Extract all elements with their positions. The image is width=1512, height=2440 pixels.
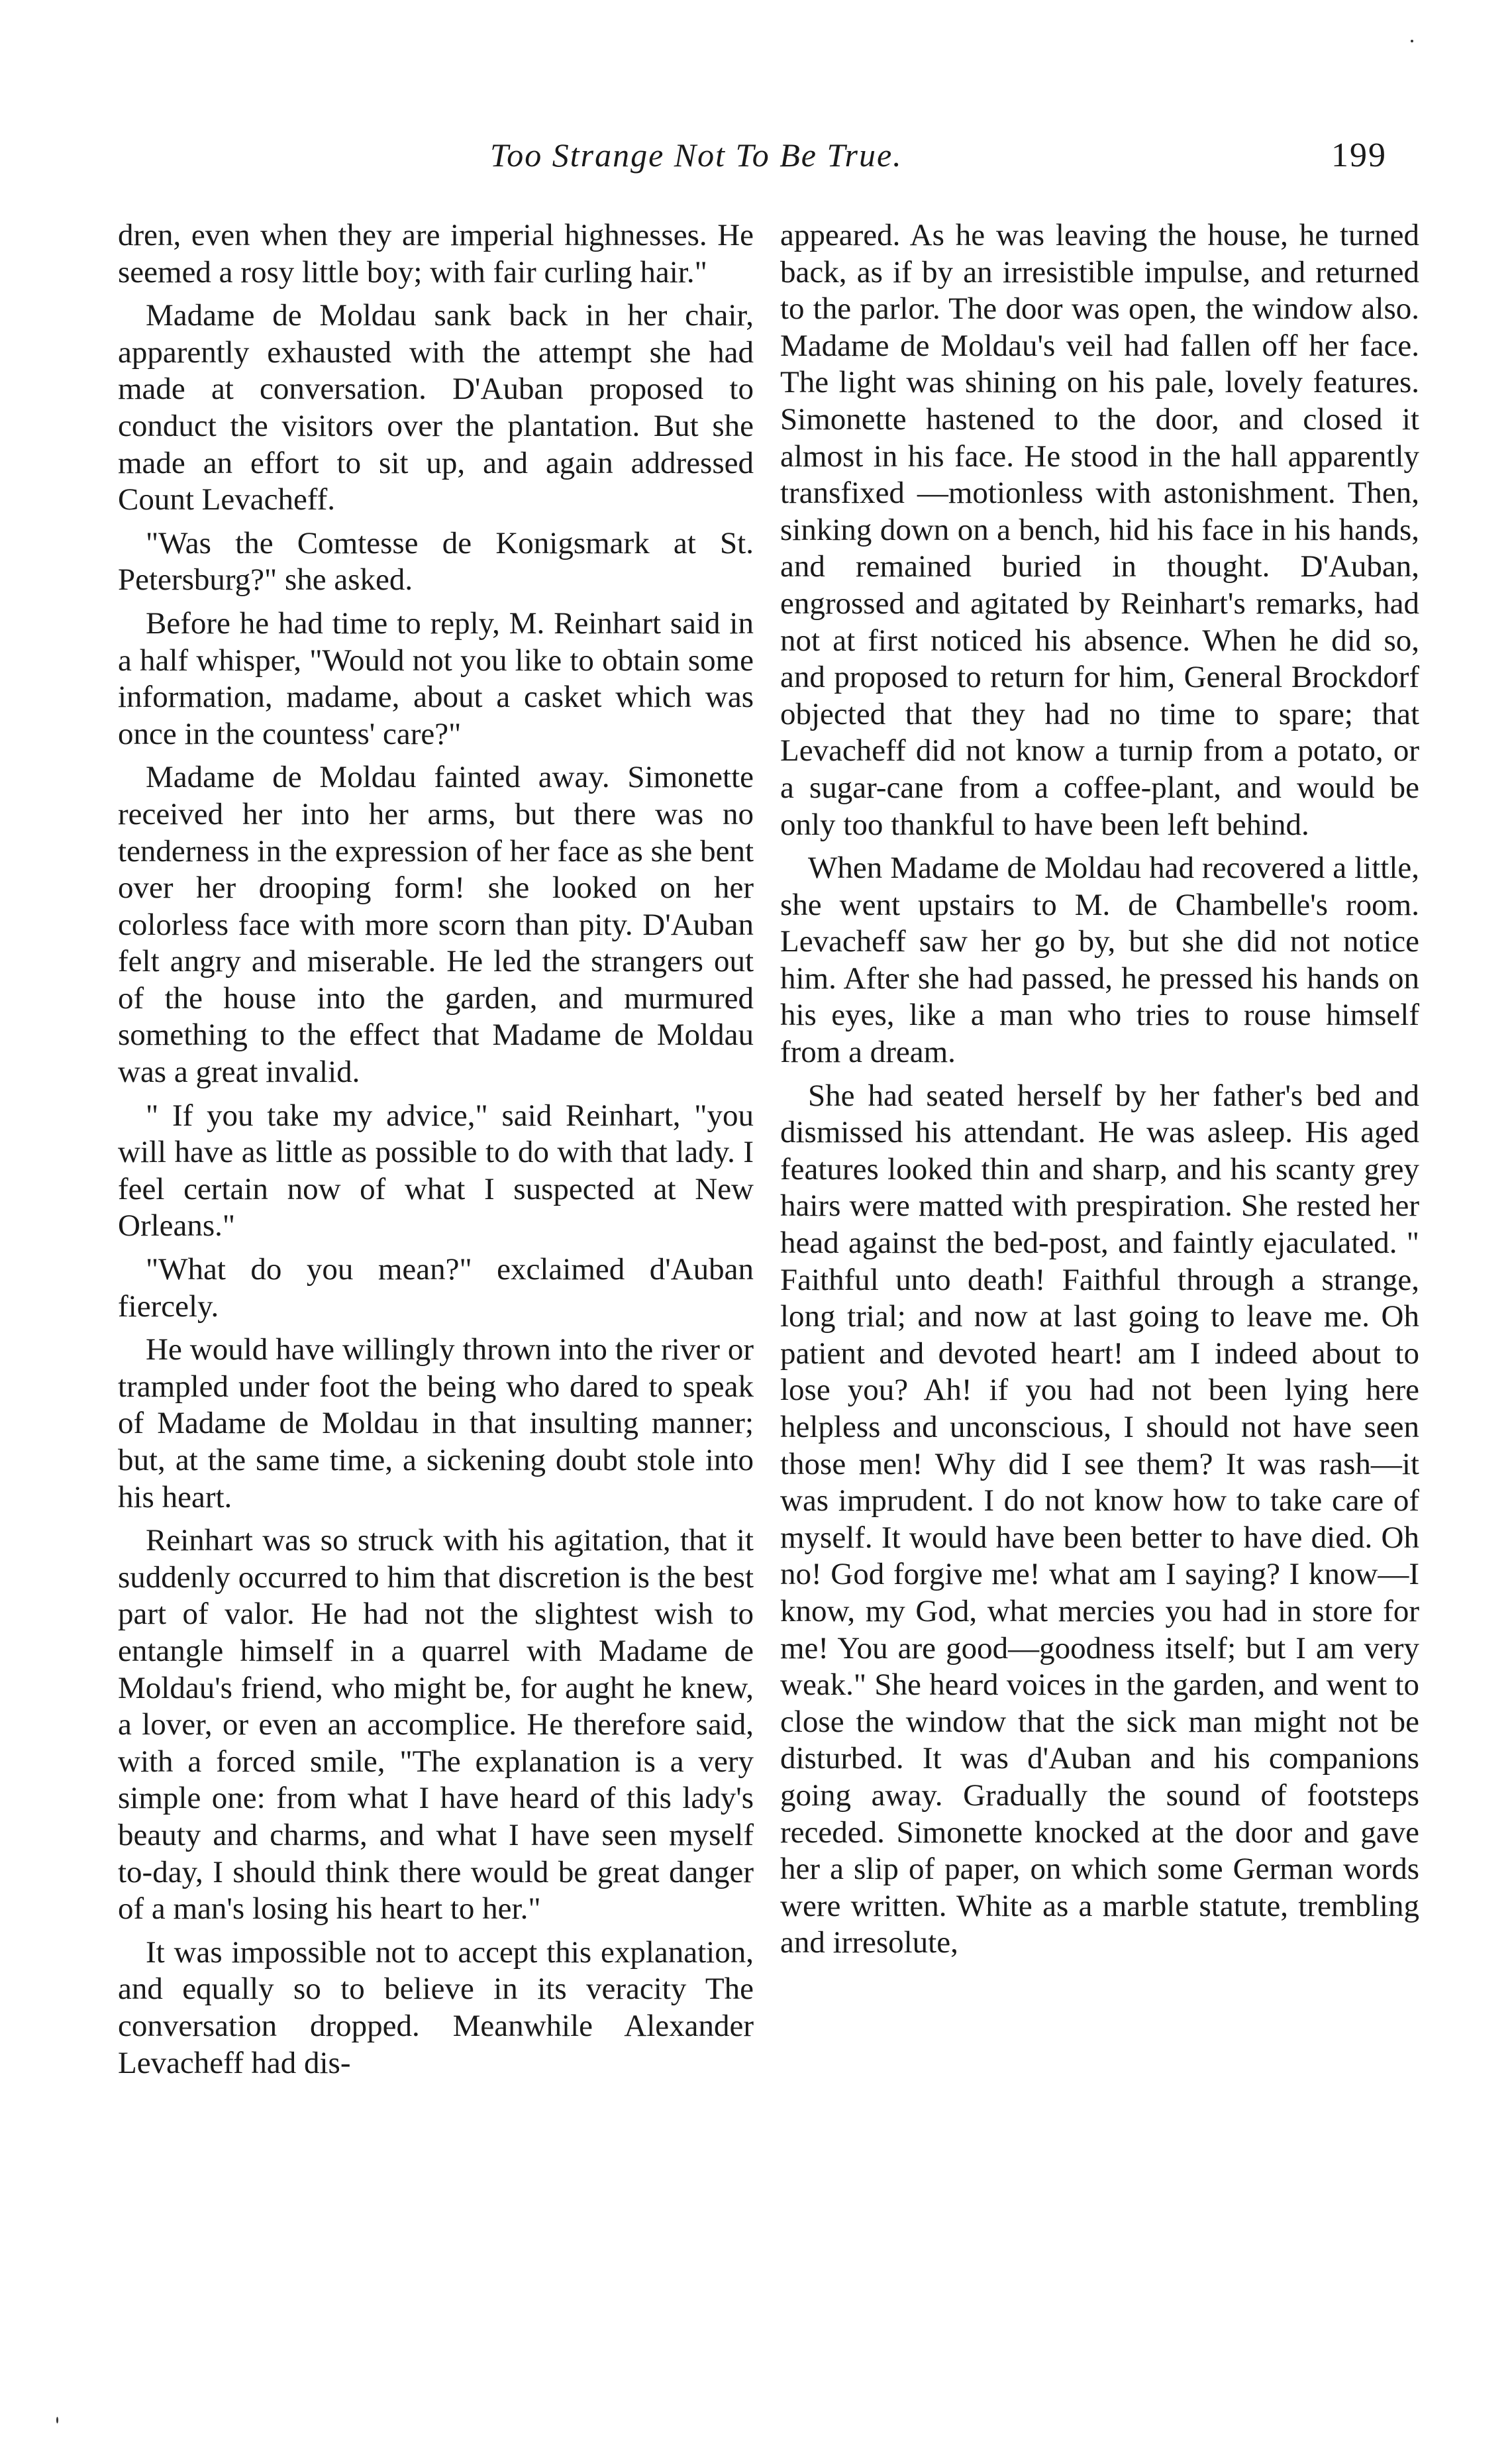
print-speck <box>56 2417 58 2423</box>
page-number: 199 <box>1331 136 1387 174</box>
paragraph: When Madame de Moldau had recovered a little, she went upstairs to M. de Chambelle's room. Levacheff saw her go by, but she did not notice him. After she had passed, he pressed his hands on his eyes, like a man who tries to rouse himself from a dream. <box>780 851 1419 1070</box>
paragraph: Before he had time to reply, M. Reinhart said in a half whisper, "Would not you like to obtain some information, madame, about a casket which was once in the countess' care?" <box>118 606 754 751</box>
paragraph: She had seated herself by her father's bed and dismissed his attendant. He was asleep. His aged features looked thin and sharp, and his scanty grey hairs were matted with prespiration. She rested her head against the bed-post, and faintly ejaculated. " Faithful unto death! Faithful through a strange, long trial; and now at last going to leave me. Oh patient and devoted heart! am I indeed about to lose you? Ah! if you had not been lying here helpless and unconscious, I should not have seen those men! Why did I see them? It was rash—it was imprudent. I do not know how to take care of myself. It would have been better to have died. Oh no! God forgive me! what am I saying? I know—I know, my God, what mercies you had in store for me! You are good—goodness itself; but I am very weak." She heard voices in the garden, and went to close the window that the sick man might not be disturbed. It was d'Auban and his companions going away. Gradually the sound of footsteps receded. Simonette knocked at the door and gave her a slip of paper, on which some German words were written. White as a marble statute, trembling and irresolute, <box>780 1078 1419 1960</box>
paragraph: He would have willingly thrown into the river or trampled under foot the being who dared to speak of Madame de Moldau in that insulting manner; but, at the same time, a sickening doubt stole into his heart. <box>118 1332 754 1514</box>
running-title: Too Strange Not To Be True. <box>490 136 903 174</box>
paragraph: appeared. As he was leaving the house, he turned back, as if by an irresistible impulse, and returned to the parlor. The door was open, the window also. Madame de Moldau's veil had fallen off her face. The light was shining on his pale, lovely features. Simonette hastened to the door, and closed it almost in his face. He stood in the hall apparently transfixed —motionless with astonishment. Then, sinking down on a bench, hid his face in his hands, and remained buried in thought. D'Auban, engrossed and agitated by Reinhart's remarks, had not at first noticed his absence. When he did so, and proposed to return for him, General Brockdorf objected that they had no time to spare; that Levacheff did not know a turnip from a potato, or a sugar-cane from a coffee-plant, and would be only too thankful to have been left behind. <box>780 218 1419 842</box>
left-column <box>118 217 754 2088</box>
paragraph: " If you take my advice," said Reinhart, "you will have as little as possible to do with that lady. I feel certain now of what I suspected at New Orleans." <box>118 1098 754 1244</box>
paragraph: dren, even when they are imperial highnesses. He seemed a rosy little boy; with fair curling hair." <box>118 218 754 290</box>
paragraph: "What do you mean?" exclaimed d'Auban fiercely. <box>118 1252 754 1324</box>
paragraph: It was impossible not to accept this explanation, and equally so to believe in its veracity The conversation dropped. Meanwhile Alexander Levacheff had dis- <box>118 1935 754 2080</box>
paragraph: Reinhart was so struck with his agitation, that it suddenly occurred to him that discretion is the best part of valor. He had not the slightest wish to entangle himself in a quarrel with Madame de Moldau's friend, who might be, for aught he knew, a lover, or even an accomplice. He therefore said, with a forced smile, "The explanation is a very simple one: from what I have heard of this lady's beauty and charms, and what I have seen myself to-day, I should think there would be great danger of a man's losing his heart to her." <box>118 1523 754 1927</box>
paragraph: "Was the Comtesse de Konigsmark at St. Petersburg?" she asked. <box>118 525 754 598</box>
running-head <box>0 136 1512 182</box>
print-speck <box>1411 40 1413 42</box>
right-column <box>780 217 1419 1968</box>
paragraph: Madame de Moldau sank back in her chair, apparently exhausted with the attempt she had made at conversation. D'Auban proposed to conduct the visitors over the plantation. But she made an effort to sit up, and again addressed Count Levacheff. <box>118 298 754 517</box>
paragraph: Madame de Moldau fainted away. Simonette received her into her arms, but there was no tenderness in the expression of her face as she bent over her drooping form! she looked on her colorless face with more scorn than pity. D'Auban felt angry and miserable. He led the strangers out of the house into the garden, and murmured something to the effect that Madame de Moldau was a great invalid. <box>118 760 754 1090</box>
